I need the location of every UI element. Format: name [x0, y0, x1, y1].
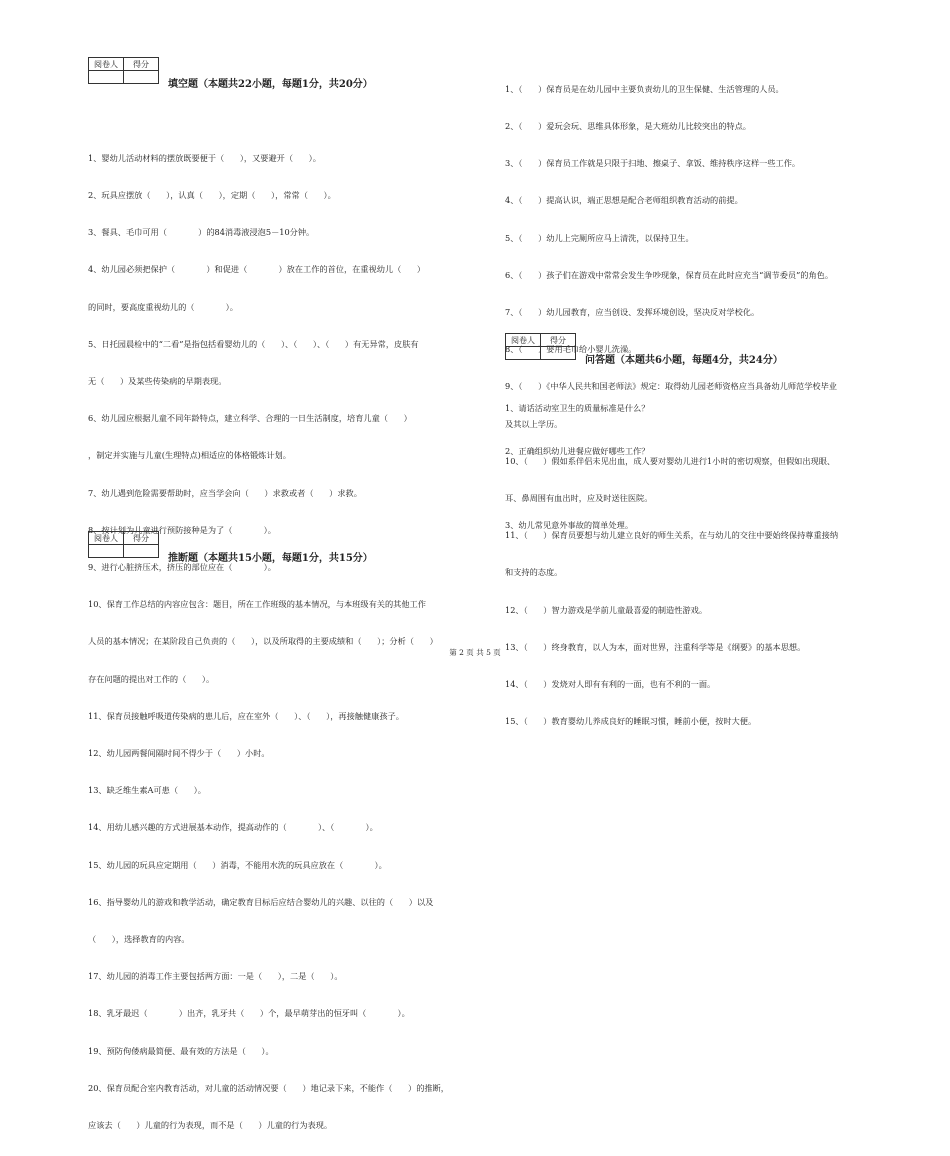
qa-question-3: 3、幼儿常见意外事故的简单处理。 — [505, 520, 634, 530]
text-line: ，制定并实施与儿童(生理特点)相适应的体格锻炼计划。 — [88, 450, 291, 461]
text-line: 15、幼儿园的玩具应定期用（ ）消毒，不能用水洗的玩具应放在（ ）。 — [88, 859, 387, 870]
qa-question-2: 2、正确组织幼儿进餐应做好哪些工作？ — [505, 446, 650, 456]
score-table-qa — [505, 333, 576, 360]
text-line: 14、（ ）发烧对人即有有利的一面，也有不利的一面。 — [505, 679, 716, 690]
text-line: 7、幼儿遇到危险需要帮助时，应当学会向（ ）求救或者（ ）求救。 — [88, 487, 362, 498]
score-cell[interactable] — [124, 71, 159, 84]
text-line: 1、（ ）保育员是在幼儿园中主要负责幼儿的卫生保健、生活管理的人员。 — [505, 83, 784, 94]
fill-blank-title: 填空题（本题共22小题，每题1分，共20分） — [168, 79, 373, 90]
text-line: 9、（ ）《中华人民共和国老师法》规定：取得幼儿园老师资格应当具备幼儿师范学校毕业 — [505, 381, 837, 392]
text-line: 5、（ ）幼儿上完厕所应马上清洗，以保持卫生。 — [505, 232, 694, 243]
text-line: 存在问题的提出对工作的（ ）。 — [88, 673, 215, 684]
qa-question-1: 1、请话活动室卫生的质量标准是什么？ — [505, 403, 650, 413]
score-label: 得分 — [124, 58, 159, 71]
judge-title: 推断题（本题共15小题，每题1分，共15分） — [168, 553, 373, 564]
text-line: 4、幼儿园必须把保护（ ）和促进（ ）放在工作的首位，在重视幼儿（ ） — [88, 264, 426, 275]
text-line: 的同时，要高度重视幼儿的（ ）。 — [88, 301, 238, 312]
score-label: 得分 — [541, 334, 576, 347]
text-line: 6、幼儿园应根据儿童不同年龄特点，建立科学、合理的一日生活制度，培育儿童（ ） — [88, 413, 412, 424]
score-cell[interactable] — [541, 347, 576, 360]
text-line: 2、（ ）爱玩会玩、思维具体形象，是大班幼儿比较突出的特点。 — [505, 121, 751, 132]
text-line: 无（ ）及某些传染病的早期表现。 — [88, 376, 227, 387]
page-number: 第 2 页 共 5 页 — [449, 648, 501, 657]
reviewer-label: 阅卷人 — [89, 532, 124, 545]
text-line: 14、用幼儿感兴趣的方式进展基本动作，提高动作的（ ）、（ ）。 — [88, 822, 378, 833]
text-line: 11、（ ）保育员要想与幼儿建立良好的师生关系，在与幼儿的交往中要始终保持尊重接纳 — [505, 530, 839, 541]
text-line: 16、指导婴幼儿的游戏和教学活动，确定教育目标后应结合婴幼儿的兴趣、以往的（ ）以及 — [88, 896, 434, 907]
text-line: 18、乳牙最迟（ ）出齐，乳牙共（ ）个，最早萌芽出的恒牙叫（ ）。 — [88, 1008, 410, 1019]
reviewer-cell[interactable] — [506, 347, 541, 360]
text-line: 应该去（ ）儿童的行为表现，而不是（ ）儿童的行为表现。 — [88, 1120, 333, 1131]
text-line: 8、（ ）要用毛巾给小婴儿洗澡。 — [505, 344, 637, 355]
text-line: 1、婴幼儿活动材料的摆放既要便于（ ），又要避开（ ）。 — [88, 152, 321, 163]
score-table-judge — [88, 531, 159, 558]
reviewer-cell[interactable] — [89, 71, 124, 84]
text-line: 19、预防佝偻病最简便、最有效的方法是（ ）。 — [88, 1045, 274, 1056]
text-line: 和支持的态度。 — [505, 567, 563, 578]
qa-title: 问答题（本题共6小题，每题4分，共24分） — [585, 355, 783, 366]
text-line: 8、按计划为儿童进行预防接种是为了（ ）。 — [88, 524, 276, 535]
text-line: 2、玩具应摆放（ ），认真（ ），定期（ ），常常（ ）。 — [88, 190, 336, 201]
text-line: 15、（ ）教育婴幼儿养成良好的睡眠习惯，睡前小便，按时大便。 — [505, 716, 757, 727]
text-line: 10、（ ）假如系伴侣未见出血，成人要对婴幼儿进行1小时的密切观察，但假如出现眼、 — [505, 455, 836, 466]
text-line: 10、保育工作总结的内容应包含：题目，所在工作班级的基本情况，与本班级有关的其他工作 — [88, 599, 426, 610]
reviewer-label: 阅卷人 — [506, 334, 541, 347]
text-line: 3、餐具、毛巾可用（ ）的84消毒液浸泡5－10分钟。 — [88, 227, 315, 238]
text-line: 及其以上学历。 — [505, 418, 563, 429]
text-line: 13、（ ）终身教育，以人为本，面对世界，注重科学等是《纲要》的基本思想。 — [505, 641, 806, 652]
text-line: 11、保育员接触呼吸道传染病的患儿后，应在室外（ ）、（ ），再接触健康孩子。 — [88, 710, 404, 721]
text-line: 12、（ ）智力游戏是学前儿童最喜爱的制造性游戏。 — [505, 604, 708, 615]
score-cell[interactable] — [124, 545, 159, 558]
text-line: 7、（ ）幼儿园教育，应当创设、发挥环境创设，坚决反对学校化。 — [505, 307, 760, 318]
reviewer-label: 阅卷人 — [89, 58, 124, 71]
score-table-fill — [88, 57, 159, 84]
text-line: 耳、鼻周围有血出时，应及时送往医院。 — [505, 493, 653, 504]
text-line: （ ），选择教育的内容。 — [88, 934, 190, 945]
text-line: 6、（ ）孩子们在游戏中常常会发生争吵现象，保育员在此时应充当“调节委员”的角色。 — [505, 269, 834, 280]
text-line: 3、（ ）保育员工作就是只限于扫地、擦桌子、拿饭、维持秩序这样一些工作。 — [505, 158, 801, 169]
text-line: 9、进行心脏挤压术，挤压的部位应在（ ）。 — [88, 562, 276, 573]
score-label: 得分 — [124, 532, 159, 545]
text-line: 20、保育员配合室内教育活动，对儿童的活动情况要（ ）地记录下来，不能作（ ）的推断， — [88, 1082, 449, 1093]
text-line: 13、缺乏维生素A可患（ ）。 — [88, 785, 206, 796]
text-line: 5、日托园晨检中的“二看”是指包括看婴幼儿的（ ）、（ ）、（ ）有无异常，皮肤有 — [88, 338, 419, 349]
text-line: 12、幼儿园两餐间隔时间不得少于（ ）小时。 — [88, 748, 270, 759]
reviewer-cell[interactable] — [89, 545, 124, 558]
text-line: 人员的基本情况；在某阶段自己负责的（ ），以及所取得的主要成绩和（ ）；分析（ ） — [88, 636, 438, 647]
text-line: 4、（ ）提高认识，端正思想是配合老师组织教育活动的前提。 — [505, 195, 743, 206]
fill-blank-questions — [88, 127, 449, 1156]
text-line: 17、幼儿园的消毒工作主要包括两方面：一是（ ），二是（ ）。 — [88, 971, 343, 982]
